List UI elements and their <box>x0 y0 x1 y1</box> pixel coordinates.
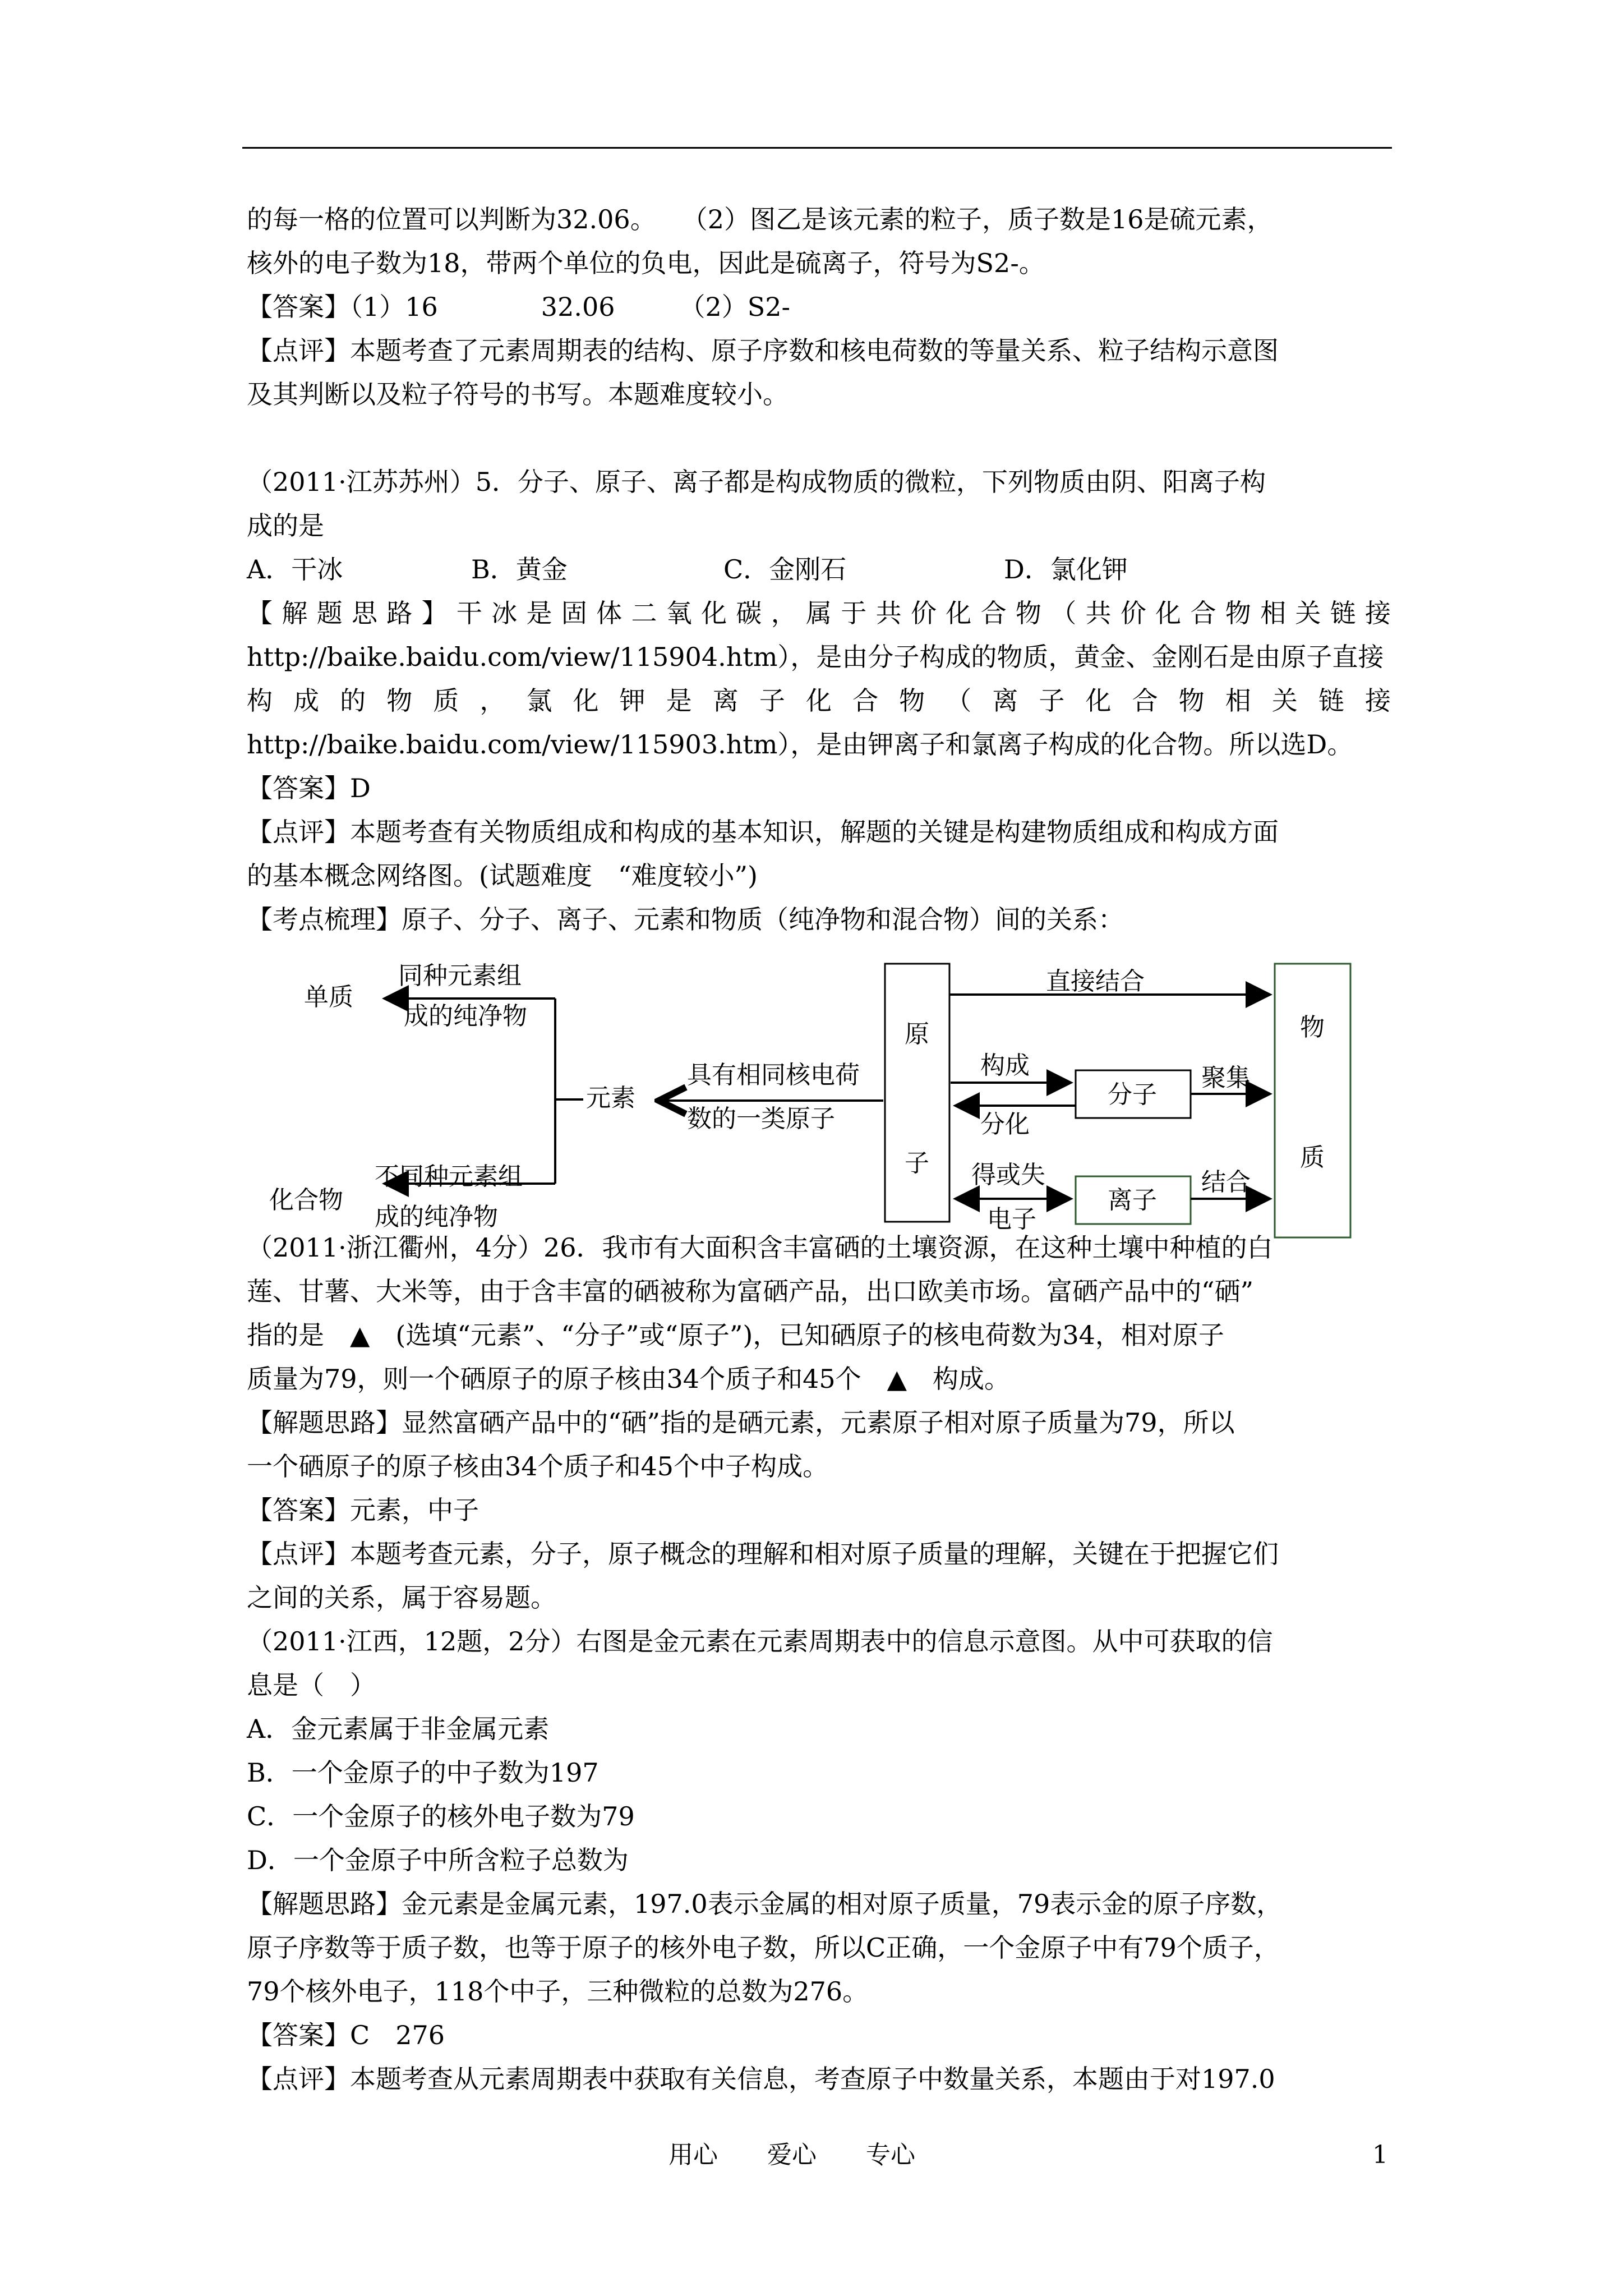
comment-line: 【点评】本题考查有关物质组成和构成的基本知识，解题的关键是构建物质组成和构成方面 <box>247 817 1279 847</box>
text-line: 成的是 <box>247 510 324 541</box>
footer-motto: 用心 爱心 专心 <box>668 2141 915 2169</box>
label-atom-2: 子 <box>905 1149 929 1177</box>
label-same-element-1: 同种元素组 <box>398 961 522 990</box>
answer-line: 【答案】D <box>247 773 371 803</box>
text-line: 息是（ ） <box>247 1670 376 1700</box>
option-d: D．氯化钾 <box>1004 554 1128 585</box>
label-gain-lose: 得或失 <box>971 1161 1045 1189</box>
label-electrons: 电子 <box>987 1205 1036 1234</box>
option-d: D．一个金原子中所含粒子总数为 <box>247 1845 629 1875</box>
text-line: http://baike.baidu.com/view/115904.htm），是由分子构成的物质，黄金、金刚石是由原子直接 <box>247 642 1384 672</box>
text-line: 之间的关系，属于容易题。 <box>247 1582 556 1613</box>
text-line: 指的是 ▲ (选填“元素”、“分子”或“原子”)，已知硒原子的核电荷数为34，相对原子 <box>247 1320 1224 1350</box>
comment-line: 【点评】本题考查了元素周期表的结构、原子序数和核电荷数的等量关系、粒子结构示意图 <box>247 335 1279 366</box>
solution-line: 【解题思路】金元素是金属元素，197.0表示金属的相对原子质量，79表示金的原子序数， <box>247 1889 1283 1919</box>
label-compound: 化合物 <box>269 1186 343 1214</box>
comment-line: 【点评】本题考查从元素周期表中获取有关信息，考查原子中数量关系，本题由于对197.0 <box>247 2064 1275 2094</box>
question-12-stem: （2011·江西，12题，2分）右图是金元素在元素周期表中的信息示意图。从中可获取的信 <box>247 1626 1273 1657</box>
label-gather: 聚集 <box>1201 1064 1251 1092</box>
label-atom-1: 原 <box>905 1020 929 1048</box>
blank-line <box>247 416 1391 460</box>
text-line: 构成的物质，氯化钾是离子化合物（离子化合物相关链接 <box>247 685 1391 716</box>
concept-diagram <box>264 948 1408 1240</box>
text-block-2 <box>247 1226 1391 2101</box>
text-line: 一个硒原子的原子核由34个质子和45个中子构成。 <box>247 1451 829 1481</box>
label-same-nuclear-2: 数的一类原子 <box>687 1105 835 1133</box>
label-direct-bond: 直接结合 <box>1046 967 1145 996</box>
text-line: http://baike.baidu.com/view/115903.htm），是由钾离子和氯离子构成的化合物。所以选D。 <box>247 729 1353 760</box>
label-constitute: 构成 <box>980 1051 1030 1080</box>
text-line: 79个核外电子，118个中子，三种微粒的总数为276。 <box>247 1976 869 2007</box>
label-elementary-substance: 单质 <box>304 983 353 1011</box>
option-c: C．一个金原子的核外电子数为79 <box>247 1801 635 1832</box>
option-c: C．金刚石 <box>723 554 847 585</box>
text-line: 的基本概念网络图。(试题难度 “难度较小”) <box>247 861 758 891</box>
answer-line: 【答案】C 276 <box>247 2020 445 2050</box>
question-5-options <box>247 547 1391 591</box>
answer-line: 【答案】元素，中子 <box>247 1495 479 1525</box>
header-rule <box>242 147 1392 149</box>
option-b: B．一个金原子的中子数为197 <box>247 1757 599 1788</box>
question-26-stem: （2011·浙江衢州，4分）26．我市有大面积含丰富硒的土壤资源，在这种土壤中种植的白 <box>247 1232 1273 1263</box>
comment-line: 【点评】本题考查元素，分子，原子概念的理解和相对原子质量的理解，关键在于把握它们 <box>247 1539 1279 1569</box>
answer-line: 【答案】（1）16 32.06 （2）S2- <box>247 292 791 322</box>
label-molecule: 分子 <box>1108 1080 1157 1109</box>
page-number: 1 <box>1372 2141 1388 2169</box>
text-line: 及其判断以及粒子符号的书写。本题难度较小。 <box>247 379 789 409</box>
text-line: 原子序数等于质子数，也等于原子的核外电子数，所以C正确，一个金原子中有79个质子， <box>247 1932 1280 1963</box>
solution-line: 【解题思路】干冰是固体二氧化碳，属于共价化合物（共价化合物相关链接 <box>247 598 1391 628</box>
question-5-stem: （2011·江苏苏州）5．分子、原子、离子都是构成物质的微粒，下列物质由阴、阳离子构 <box>247 467 1266 497</box>
label-diff-element-2: 成的纯净物 <box>375 1203 498 1231</box>
label-matter-1: 物 <box>1300 1013 1325 1042</box>
option-a: A．干冰 <box>247 554 343 585</box>
text-block-1 <box>247 197 1391 941</box>
solution-line: 【解题思路】显然富硒产品中的“硒”指的是硒元素，元素原子相对原子质量为79，所以 <box>247 1407 1235 1438</box>
label-same-nuclear-1: 具有相同核电荷 <box>687 1061 860 1089</box>
label-differentiate: 分化 <box>980 1110 1030 1139</box>
text-line: 质量为79，则一个硒原子的原子核由34个质子和45个 ▲ 构成。 <box>247 1364 1010 1394</box>
text-line: 的每一格的位置可以判断为32.06。 （2）图乙是该元素的粒子，质子数是16是硫元素， <box>247 204 1273 234</box>
option-b: B．黄金 <box>471 554 568 585</box>
label-ion: 离子 <box>1108 1186 1157 1214</box>
key-point-line: 【考点梳理】原子、分子、离子、元素和物质（纯净物和混合物）间的关系： <box>247 904 1124 935</box>
label-matter-2: 质 <box>1300 1143 1325 1172</box>
text-line: 核外的电子数为18，带两个单位的负电，因此是硫离子，符号为S2-。 <box>247 248 1045 278</box>
label-diff-element-1: 不同种元素组 <box>375 1162 523 1191</box>
label-combine: 结合 <box>1201 1168 1251 1197</box>
label-element: 元素 <box>586 1084 635 1112</box>
label-same-element-2: 成的纯净物 <box>404 1002 527 1030</box>
option-a: A．金元素属于非金属元素 <box>247 1714 550 1744</box>
text-line: 莲、甘薯、大米等，由于含丰富的硒被称为富硒产品，出口欧美市场。富硒产品中的“硒” <box>247 1276 1254 1306</box>
